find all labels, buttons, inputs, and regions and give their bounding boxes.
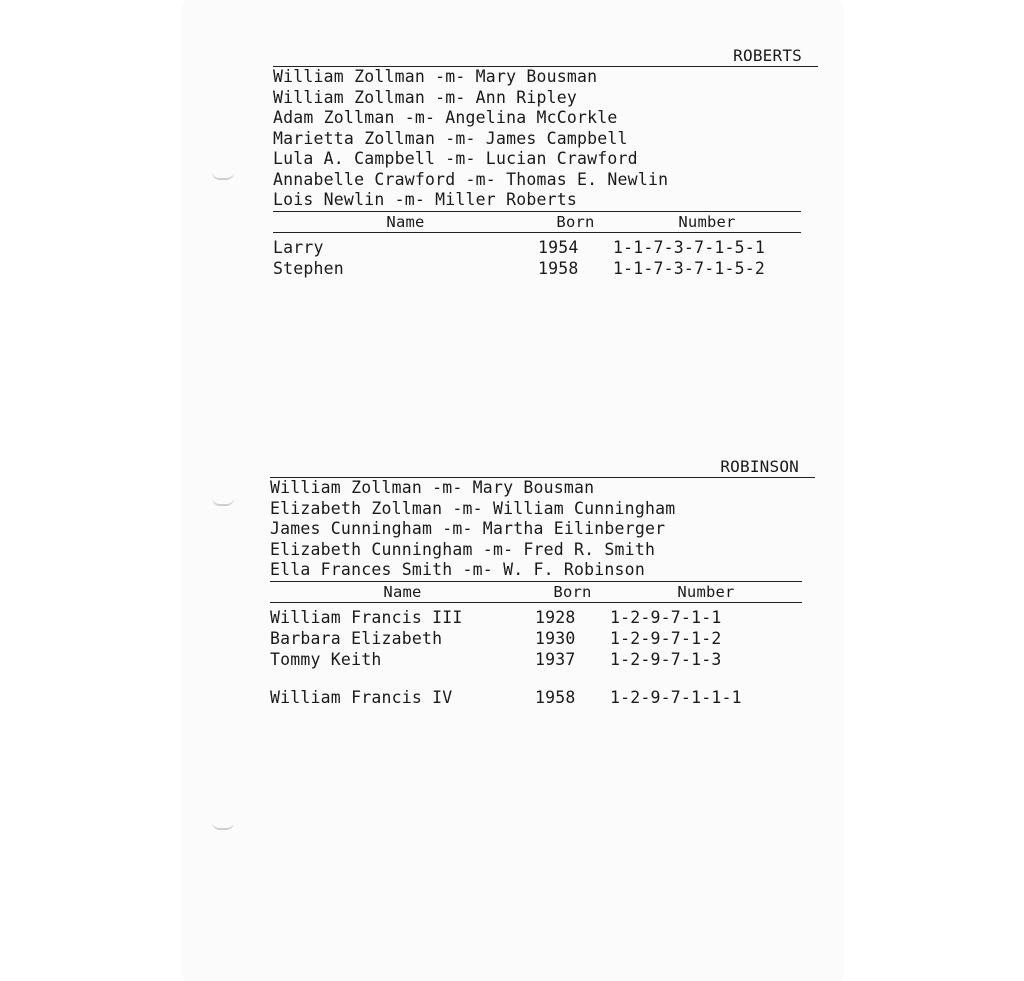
column-headers [270, 581, 802, 603]
child-name: William Francis III [270, 607, 463, 627]
lineage-line: Marietta Zollman -m- James Campbell [273, 128, 628, 148]
lineage-line: James Cunningham -m- Martha Eilinberger [270, 519, 666, 538]
child-born: 1928 [535, 607, 576, 627]
lineage-line: Lois Newlin -m- Miller Roberts [273, 190, 578, 209]
child-number: 1-2-9-7-1-1 [610, 607, 722, 627]
child-born: 1937 [535, 649, 576, 669]
name-column-header: Name [383, 582, 422, 601]
child-number: 1-2-9-7-1-2 [610, 628, 722, 648]
table-row [270, 649, 815, 670]
lineage-line: William Zollman -m- Mary Bousman [273, 67, 598, 86]
lineage-line: Annabelle Crawford -m- Thomas E. Newlin [273, 169, 669, 189]
table-row [270, 687, 815, 708]
table-row [273, 237, 818, 258]
lineage-line: Adam Zollman -m- Angelina McCorkle [273, 108, 618, 127]
grandchild-name: William Francis IV [270, 687, 453, 707]
child-name: Larry [273, 237, 324, 257]
child-name: Barbara Elizabeth [270, 628, 443, 648]
table-row [270, 607, 815, 628]
child-name: Stephen [273, 258, 344, 278]
children-table [273, 237, 818, 279]
child-name: Tommy Keith [270, 649, 382, 669]
grandchild-number: 1-2-9-7-1-1-1 [610, 687, 742, 707]
child-born: 1954 [538, 237, 579, 257]
child-born: 1958 [538, 258, 579, 278]
table-row [273, 258, 818, 279]
child-number: 1-1-7-3-7-1-5-2 [613, 258, 766, 278]
number-column-header: Number [678, 212, 736, 231]
child-number: 1-1-7-3-7-1-5-1 [613, 237, 766, 257]
family-name: ROBINSON [270, 457, 815, 478]
lineage-line: Lula A. Campbell -m- Lucian Crawford [273, 149, 638, 168]
lineage-line: William Zollman -m- Mary Bousman [270, 478, 595, 497]
family-name: ROBERTS [273, 46, 818, 67]
family-section-roberts [273, 46, 818, 279]
lineage-line: Elizabeth Cunningham -m- Fred R. Smith [270, 539, 656, 559]
born-column-header: Born [553, 582, 592, 601]
born-column-header: Born [556, 212, 595, 231]
child-number: 1-2-9-7-1-3 [610, 649, 722, 669]
name-column-header: Name [386, 212, 425, 231]
family-section-robinson [270, 457, 815, 708]
table-row [270, 628, 815, 649]
row-spacer [270, 670, 815, 687]
grandchild-born: 1958 [535, 687, 576, 707]
lineage-line: Ella Frances Smith -m- W. F. Robinson [270, 560, 645, 579]
child-born: 1930 [535, 628, 576, 648]
lineage-line: William Zollman -m- Ann Ripley [273, 87, 578, 107]
lineage-list [273, 67, 818, 211]
children-table [270, 607, 815, 708]
lineage-line: Elizabeth Zollman -m- William Cunningham [270, 498, 676, 518]
number-column-header: Number [677, 582, 735, 601]
lineage-list [270, 478, 815, 581]
column-headers [273, 211, 801, 233]
